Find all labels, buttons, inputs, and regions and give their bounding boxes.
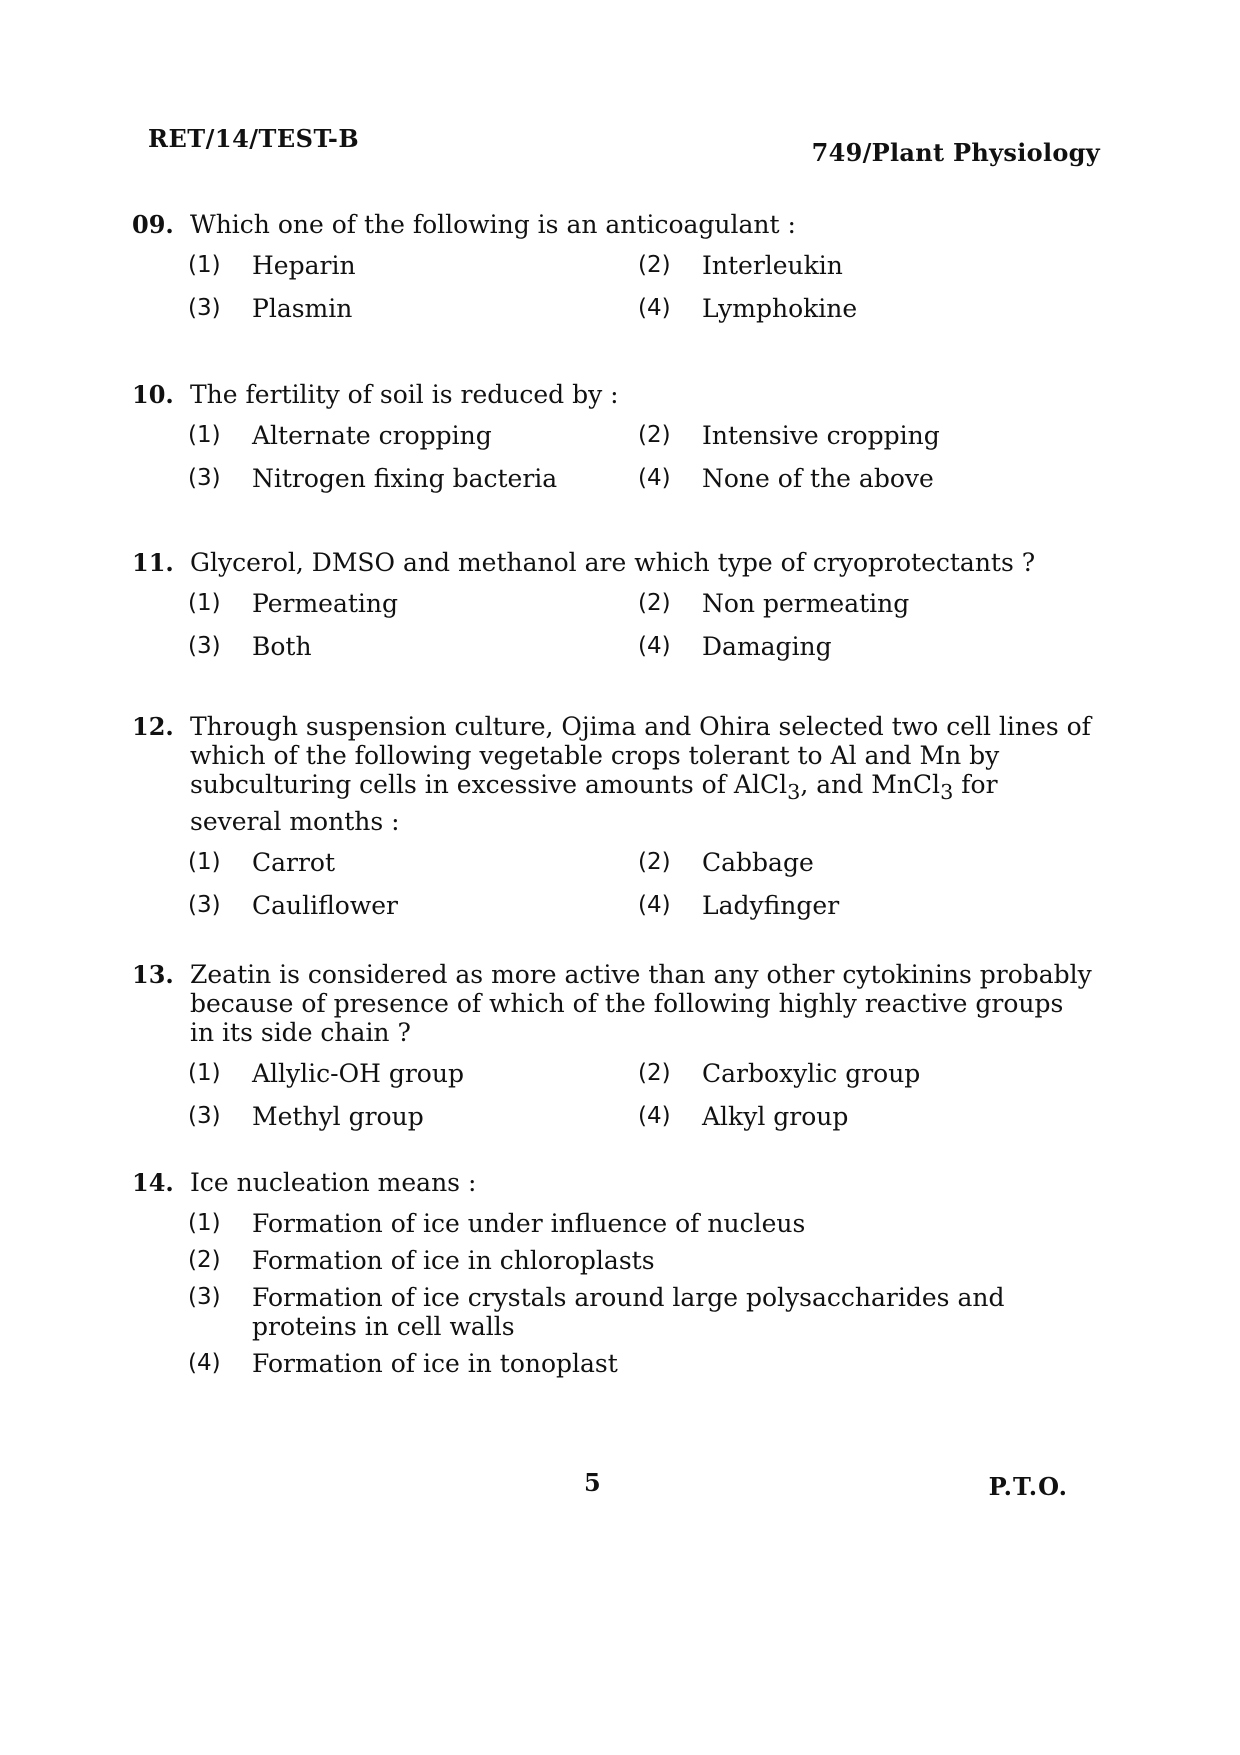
option-text: Carrot xyxy=(252,848,336,877)
option-number: (3) xyxy=(188,465,221,491)
option xyxy=(638,891,1088,920)
option-number: (4) xyxy=(638,1103,671,1129)
option-text: Damaging xyxy=(702,632,832,661)
option xyxy=(188,1059,638,1088)
question-number: 13. xyxy=(132,960,174,989)
option-text: Intensive cropping xyxy=(702,421,940,450)
question-text: Zeatin is considered as more active than any other cytokinins probably because of presence of which of the following highly reactive groups in its side chain ? xyxy=(190,960,1092,1047)
question-11 xyxy=(132,548,1092,661)
test-code: RET/14/TEST-B xyxy=(148,124,360,153)
option-number: (4) xyxy=(638,633,671,659)
option-text: Formation of ice in chloroplasts xyxy=(252,1246,655,1275)
option-text: Methyl group xyxy=(252,1102,424,1131)
option-number: (4) xyxy=(638,295,671,321)
question-text-part: , and MnCl xyxy=(800,770,941,799)
option-number: (2) xyxy=(638,590,671,616)
option xyxy=(638,294,1088,323)
option-text: Interleukin xyxy=(702,251,843,280)
option-number: (1) xyxy=(188,252,221,278)
option-text: Plasmin xyxy=(252,294,353,323)
option-list xyxy=(188,1209,1092,1378)
option-number: (4) xyxy=(638,465,671,491)
option-number: (1) xyxy=(188,849,221,875)
option-text: Alkyl group xyxy=(702,1102,849,1131)
question-number: 12. xyxy=(132,712,174,741)
option-text: Permeating xyxy=(252,589,398,618)
option-number: (3) xyxy=(188,892,221,918)
question-number: 14. xyxy=(132,1168,174,1197)
option-list xyxy=(188,251,1092,323)
option-text: Carboxylic group xyxy=(702,1059,921,1088)
option xyxy=(188,1283,1088,1341)
option-text: Cauliflower xyxy=(252,891,398,920)
option-number: (1) xyxy=(188,1210,221,1236)
option xyxy=(638,464,1088,493)
option-list xyxy=(188,421,1092,493)
option-text: Alternate cropping xyxy=(252,421,492,450)
subject-code: 749/Plant Physiology xyxy=(811,138,1100,167)
option xyxy=(638,421,1088,450)
option-number: (2) xyxy=(638,849,671,875)
question-10 xyxy=(132,380,1092,493)
question-13 xyxy=(132,960,1092,1131)
option xyxy=(188,891,638,920)
option xyxy=(638,1102,1088,1131)
option xyxy=(188,848,638,877)
option xyxy=(638,632,1088,661)
question-number: 09. xyxy=(132,210,174,239)
option-number: (3) xyxy=(188,1284,221,1310)
option-number: (4) xyxy=(188,1350,221,1376)
option-text: Formation of ice under influence of nucleus xyxy=(252,1209,806,1238)
option xyxy=(188,251,638,280)
option-text: Lymphokine xyxy=(702,294,858,323)
option xyxy=(188,1209,1088,1238)
option-list xyxy=(188,848,1092,920)
option-list xyxy=(188,1059,1092,1131)
question-number: 11. xyxy=(132,548,174,577)
option-number: (2) xyxy=(638,1060,671,1086)
option xyxy=(188,632,638,661)
option xyxy=(188,1349,1088,1378)
option xyxy=(188,1246,1088,1275)
page-number: 5 xyxy=(584,1468,601,1497)
option-number: (2) xyxy=(638,252,671,278)
option-list xyxy=(188,589,1092,661)
option-number: (1) xyxy=(188,590,221,616)
question-text: Ice nucleation means : xyxy=(190,1168,477,1197)
option-text: Ladyfinger xyxy=(702,891,840,920)
question-text-part: for several months : xyxy=(190,770,998,836)
option xyxy=(188,294,638,323)
option-text: Both xyxy=(252,632,312,661)
option-text: Nitrogen fixing bacteria xyxy=(252,464,558,493)
option-number: (3) xyxy=(188,1103,221,1129)
question-text: Which one of the following is an anticoagulant : xyxy=(190,210,796,239)
option xyxy=(188,421,638,450)
option-text: Allylic-OH group xyxy=(252,1059,464,1088)
option xyxy=(638,589,1088,618)
option-text: None of the above xyxy=(702,464,934,493)
option xyxy=(188,464,638,493)
question-09 xyxy=(132,210,1092,323)
subscript: 3 xyxy=(940,780,954,804)
question-text-part: Through suspension culture, Ojima and Ohira selected two cell lines of which of the following vegetable crops tolerant to Al and Mn by subculturing cells in excessive amounts of AlCl xyxy=(190,712,1091,799)
please-turn-over: P.T.O. xyxy=(988,1472,1068,1501)
option-number: (1) xyxy=(188,1060,221,1086)
option xyxy=(638,251,1088,280)
option-number: (2) xyxy=(188,1247,221,1273)
option-number: (3) xyxy=(188,295,221,321)
option xyxy=(638,848,1088,877)
option-text: Non permeating xyxy=(702,589,910,618)
question-text: The fertility of soil is reduced by : xyxy=(190,380,619,409)
option-number: (3) xyxy=(188,633,221,659)
question-text: Glycerol, DMSO and methanol are which type of cryoprotectants ? xyxy=(190,548,1036,577)
question-text xyxy=(190,712,1092,836)
option-number: (1) xyxy=(188,422,221,448)
option-text: Formation of ice crystals around large polysaccharides and proteins in cell walls xyxy=(252,1283,1005,1341)
question-12 xyxy=(132,712,1092,920)
option-text: Heparin xyxy=(252,251,356,280)
option-text: Cabbage xyxy=(702,848,814,877)
question-number: 10. xyxy=(132,380,174,409)
subscript: 3 xyxy=(787,780,801,804)
question-14 xyxy=(132,1168,1092,1378)
option-number: (2) xyxy=(638,422,671,448)
option xyxy=(188,589,638,618)
option xyxy=(638,1059,1088,1088)
option xyxy=(188,1102,638,1131)
option-number: (4) xyxy=(638,892,671,918)
option-text: Formation of ice in tonoplast xyxy=(252,1349,618,1378)
